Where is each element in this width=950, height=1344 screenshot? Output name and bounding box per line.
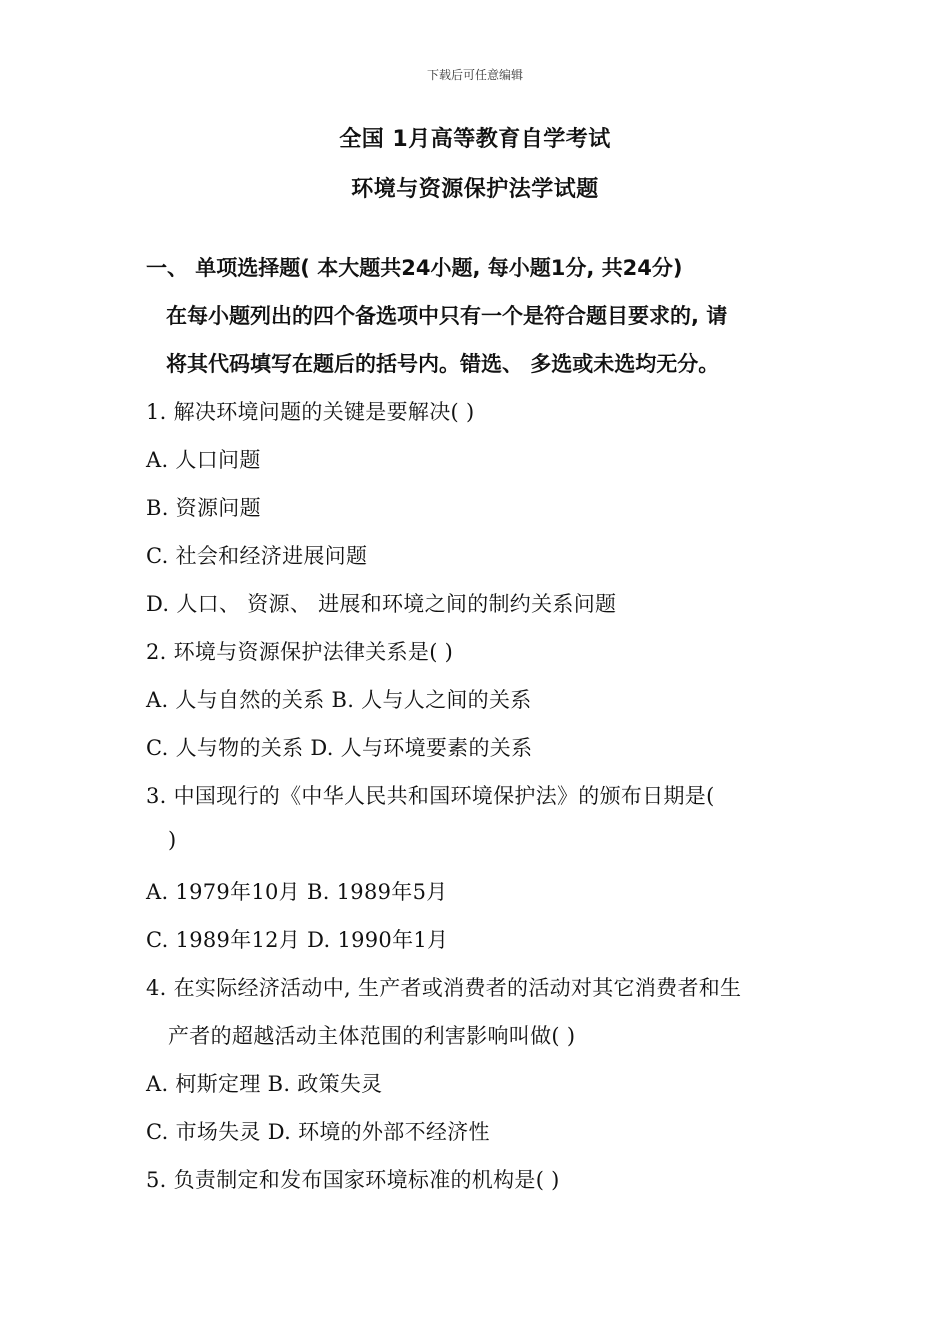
question-4-continuation: 产者的超越活动主体范围的利害影响叫做( ) [168,1024,576,1048]
option-line: C. 社会和经济进展问题 [146,544,368,568]
option-line: C. 市场失灵 D. 环境的外部不经济性 [146,1120,490,1144]
header-note: 下载后可任意编辑 [426,68,523,82]
option-line: B. 资源问题 [146,496,261,520]
question-2: 2. 环境与资源保护法律关系是( ) [146,640,454,664]
exam-subject-title: 环境与资源保护法学试题 [351,177,599,202]
instruction-line: 在每小题列出的四个备选项中只有一个是符合题目要求的, 请 [166,304,728,328]
exam-title: 全国 1月高等教育自学考试 [339,127,611,152]
option-line: C. 1989年12月 D. 1990年1月 [146,928,449,952]
option-line: A. 柯斯定理 B. 政策失灵 [146,1072,383,1096]
section-heading: 一、 单项选择题( 本大题共24小题, 每小题1分, 共24分) [146,256,683,280]
question-5: 5. 负责制定和发布国家环境标准的机构是( ) [146,1168,560,1192]
option-line: A. 1979年10月 B. 1989年5月 [146,880,448,904]
instruction-line: 将其代码填写在题后的括号内。错选、 多选或未选均无分。 [166,352,720,376]
question-1: 1. 解决环境问题的关键是要解决( ) [146,400,475,424]
option-line: D. 人口、 资源、 进展和环境之间的制约关系问题 [146,592,617,616]
question-3-continuation: ) [168,828,177,852]
option-line: C. 人与物的关系 D. 人与环境要素的关系 [146,736,533,760]
question-3: 3. 中国现行的《中华人民共和国环境保护法》的颁布日期是( [146,784,715,808]
option-line: A. 人口问题 [146,448,261,472]
option-line: A. 人与自然的关系 B. 人与人之间的关系 [146,688,532,712]
question-4: 4. 在实际经济活动中, 生产者或消费者的活动对其它消费者和生 [146,976,742,1000]
